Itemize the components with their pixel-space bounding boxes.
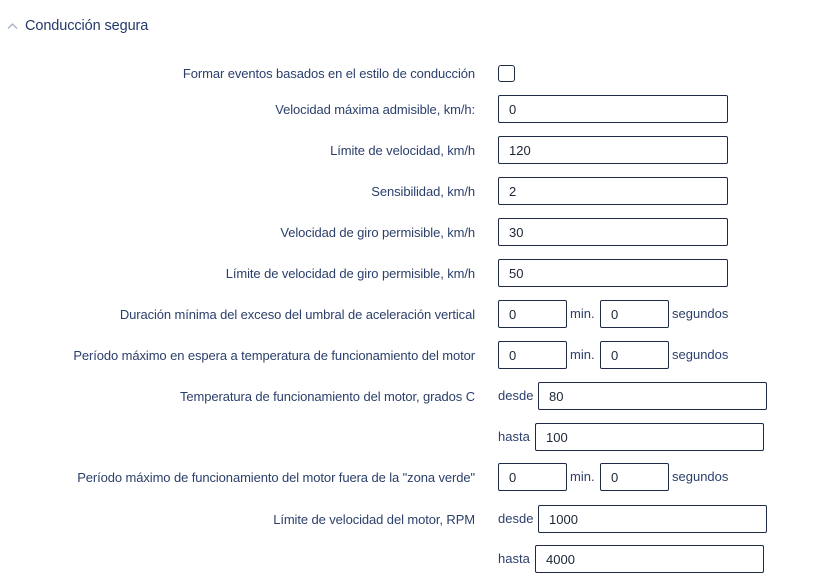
sensitivity-input[interactable] [498, 177, 728, 205]
engine-warmup-seconds-input[interactable] [600, 341, 669, 369]
field-row-turn-speed-limit [0, 259, 826, 289]
field-row-engine-speed-limit [0, 505, 826, 535]
field-row-engine-operating-temp [0, 382, 826, 412]
vertical-accel-minutes-input[interactable] [498, 300, 567, 328]
field-label: Límite de velocidad de giro permisible, km/h [225, 266, 475, 281]
field-label: Duración mínima del exceso del umbral de aceleración vertical [119, 307, 475, 322]
field-label: Formar eventos basados en el estilo de conducción [182, 66, 475, 81]
speed-limit-input[interactable] [498, 136, 728, 164]
field-row-vertical-accel-duration [0, 300, 826, 330]
engine-temp-from-input[interactable] [538, 382, 767, 410]
engine-temp-to-input[interactable] [535, 423, 764, 451]
green-zone-minutes-input[interactable] [498, 463, 567, 491]
to-label: hasta [498, 551, 530, 566]
seconds-unit-label: segundos [672, 469, 729, 484]
green-zone-seconds-input[interactable] [600, 463, 669, 491]
section-title: Conducción segura [25, 18, 149, 34]
field-row-engine-warmup-wait [0, 341, 826, 371]
engine-rpm-to-input[interactable] [535, 545, 764, 573]
minutes-unit-label: min. [570, 347, 595, 362]
turn-speed-limit-input[interactable] [498, 259, 728, 287]
field-label: Velocidad máxima admisible, km/h: [275, 102, 475, 117]
field-row-driving-style-events [0, 59, 826, 89]
field-label: Sensibilidad, km/h [371, 184, 475, 199]
from-label: desde [498, 511, 534, 526]
field-label: Período máximo de funcionamiento del motor fuera de la "zona verde" [77, 470, 475, 485]
field-label: Período máximo en espera a temperatura de funcionamiento del motor [73, 348, 475, 363]
minutes-unit-label: min. [570, 306, 595, 321]
seconds-unit-label: segundos [672, 306, 729, 321]
engine-rpm-from-input[interactable] [538, 505, 767, 533]
field-row-sensitivity [0, 177, 826, 207]
seconds-unit-label: segundos [672, 347, 729, 362]
chevron-up-icon [6, 20, 18, 32]
to-label: hasta [498, 429, 530, 444]
engine-warmup-minutes-input[interactable] [498, 341, 567, 369]
field-row-engine-speed-limit-to [0, 545, 826, 575]
field-label: Velocidad de giro permisible, km/h [280, 225, 475, 240]
field-row-max-allowed-speed [0, 95, 826, 125]
from-label: desde [498, 388, 534, 403]
driving-style-events-checkbox[interactable] [498, 65, 515, 82]
field-label: Temperatura de funcionamiento del motor, grados C [180, 389, 475, 404]
max-allowed-speed-input[interactable] [498, 95, 728, 123]
field-row-speed-limit [0, 136, 826, 166]
field-row-engine-outside-green-zone [0, 463, 826, 493]
field-label: Límite de velocidad del motor, RPM [273, 512, 475, 527]
minutes-unit-label: min. [570, 469, 595, 484]
vertical-accel-seconds-input[interactable] [600, 300, 669, 328]
field-row-engine-operating-temp-to [0, 423, 826, 453]
field-row-turn-speed-allowed [0, 218, 826, 248]
turn-speed-allowed-input[interactable] [498, 218, 728, 246]
field-label: Límite de velocidad, km/h [330, 143, 475, 158]
section-header-safe-driving[interactable] [6, 16, 148, 36]
